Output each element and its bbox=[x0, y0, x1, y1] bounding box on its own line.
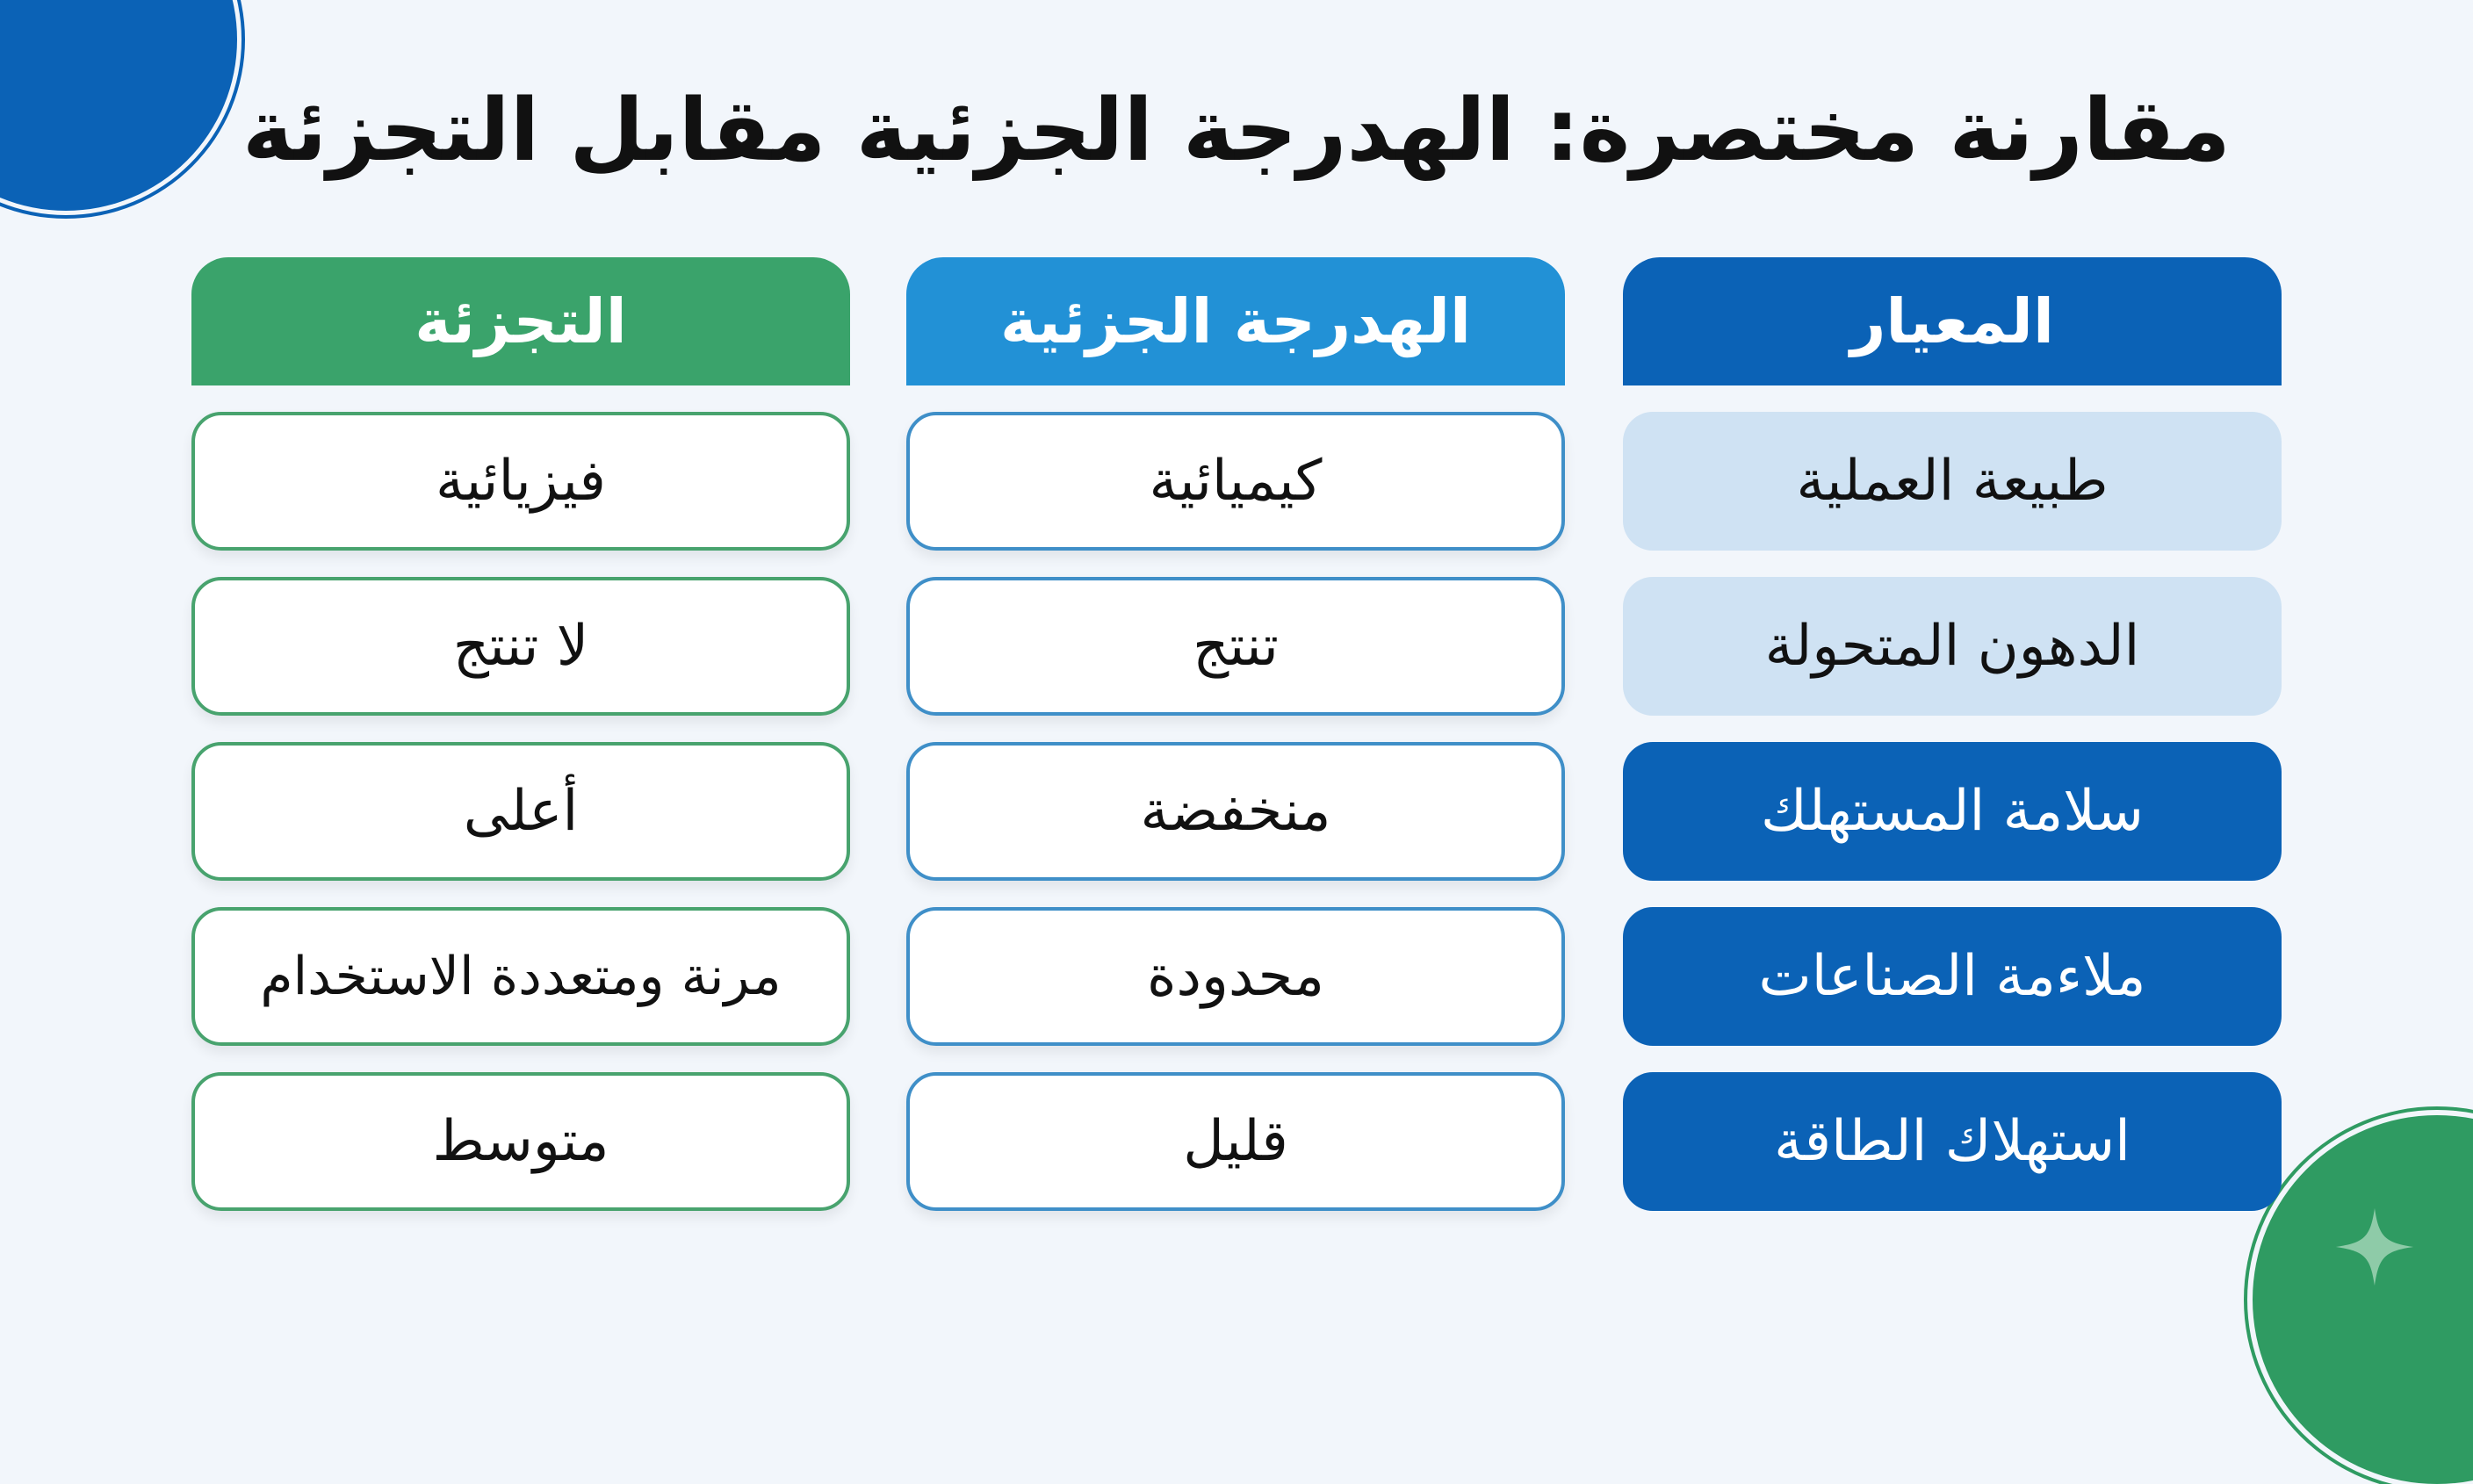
partial-hydrogenation-header: الهدرجة الجزئية bbox=[906, 257, 1565, 385]
fractionation-header: التجزئة bbox=[191, 257, 850, 385]
partial-hydrogenation-cell: كيميائية bbox=[906, 412, 1565, 551]
fractionation-cell: أعلى bbox=[191, 742, 850, 881]
criteria-cell: طبيعة العملية bbox=[1623, 412, 2282, 551]
partial-hydrogenation-cell: قليل bbox=[906, 1072, 1565, 1211]
criteria-cell: سلامة المستهلك bbox=[1623, 742, 2282, 881]
fractionation-cell: مرنة ومتعددة الاستخدام bbox=[191, 907, 850, 1046]
partial-hydrogenation-cell: منخفضة bbox=[906, 742, 1565, 881]
partial-hydrogenation-cell: تنتج bbox=[906, 577, 1565, 716]
corner-circle-decoration-green bbox=[2253, 1115, 2473, 1484]
partial-hydrogenation-column bbox=[906, 257, 1565, 1211]
page-title: مقارنة مختصرة: الهدرجة الجزئية مقابل التجزئة bbox=[242, 81, 2231, 181]
fractionation-column bbox=[191, 257, 850, 1211]
fractionation-cell: متوسط bbox=[191, 1072, 850, 1211]
criteria-header: المعيار bbox=[1623, 257, 2282, 385]
sparkle-icon bbox=[2332, 1205, 2417, 1289]
partial-hydrogenation-cell: محدودة bbox=[906, 907, 1565, 1046]
criteria-cell: استهلاك الطاقة bbox=[1623, 1072, 2282, 1211]
fractionation-cell: لا تنتج bbox=[191, 577, 850, 716]
fractionation-cell: فيزيائية bbox=[191, 412, 850, 551]
criteria-cell: ملاءمة الصناعات bbox=[1623, 907, 2282, 1046]
criteria-column bbox=[1623, 257, 2282, 1211]
criteria-cell: الدهون المتحولة bbox=[1623, 577, 2282, 716]
